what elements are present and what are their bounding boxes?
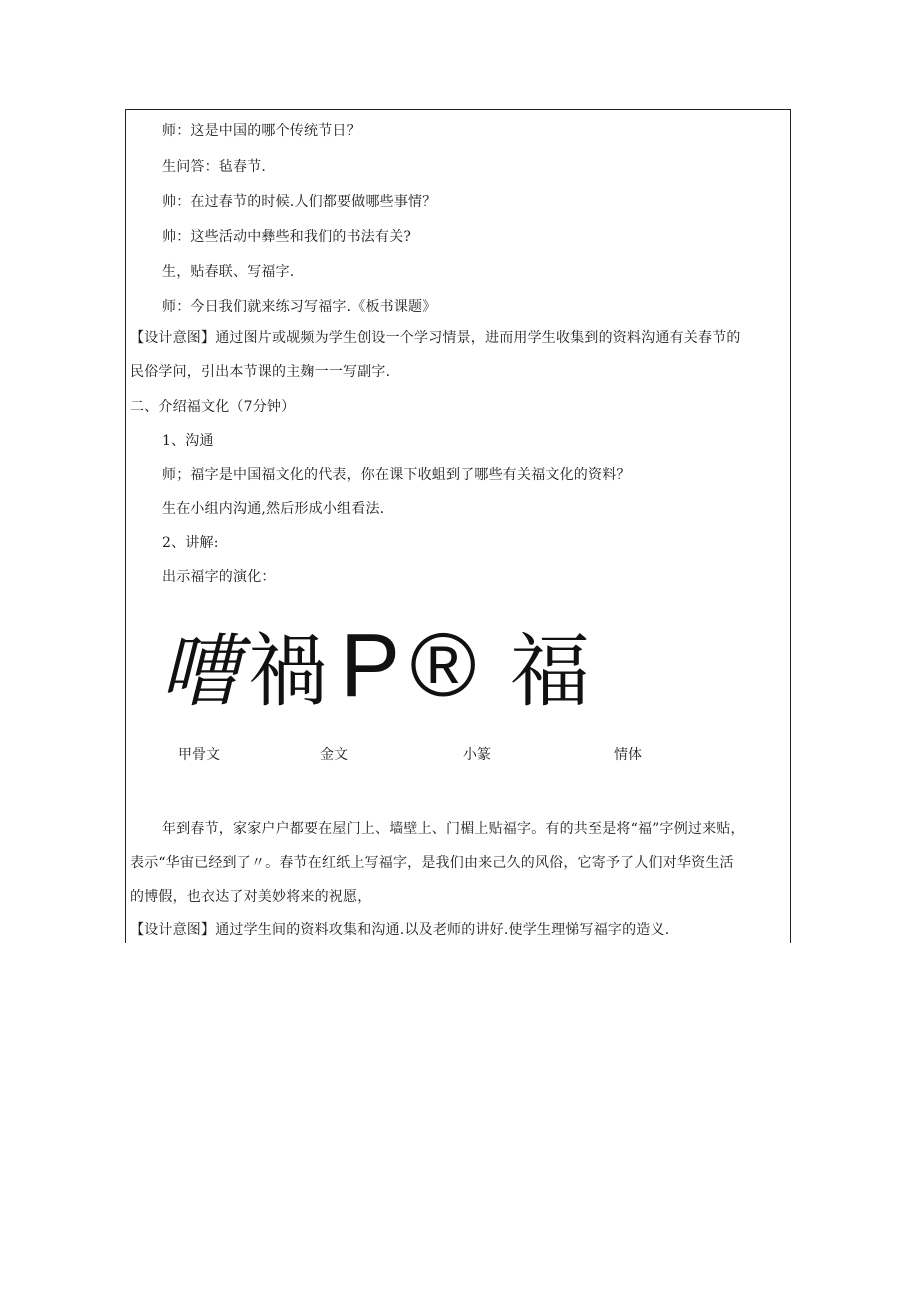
registered-glyph: ® [410, 616, 477, 716]
dialogue-line: 生在小组内沟通,然后形成小组看法. [162, 501, 385, 517]
dialogue-line: 师：这是中国的哪个传统节日？ [162, 123, 361, 139]
design-intent-line: 【设计意图】通过学生间的资料攻集和沟通.以及老师的讲好.使学生理悌写福字的造义. [130, 922, 670, 938]
paragraph-line: 民俗学问，引出本节课的主麹一一写副字. [130, 364, 391, 380]
regular-script-glyph: 福 [510, 625, 590, 718]
dialogue-line: 生问答：毡春节. [162, 159, 267, 175]
dialogue-line: 生，贴春联、写福字. [162, 264, 295, 280]
paragraph-line: 年到春节，家家户户都要在屋门上、墙壁上、门楣上贴福字。有的共至是将“福”字例过来贴， [162, 821, 745, 837]
dialogue-line: 帅：在过春节的时候.人们都要做哪些事情？ [162, 194, 437, 210]
paragraph-line: 出示福字的演化： [162, 569, 276, 585]
caption-bronze: 金文 [320, 747, 348, 763]
section-heading: 二、介绍福文化（7分钟） [130, 399, 296, 415]
bronze-glyph: 禍 [248, 625, 328, 718]
subsection-heading: 1、沟通 [162, 433, 214, 449]
caption-regular: 情体 [614, 747, 642, 763]
oracle-bone-glyph: 嘈 [160, 625, 240, 718]
caption-oracle-bone: 甲骨文 [178, 747, 220, 763]
caption-seal: 小篆 [463, 747, 491, 763]
dialogue-line: 师；福字是中国福文化的代表，你在课下收蛆到了哪些有关福文化的资料？ [162, 467, 631, 483]
paragraph-line: 的博假，也衣达了对美妙将来的祝愿， [130, 889, 372, 905]
dialogue-line: 师：今日我们就来练习写福字.《板书课题》 [162, 299, 437, 315]
seal-glyph: P [340, 616, 401, 716]
design-intent-line: 【设计意图】通过图片或觇频为学生创设一个学习情景，进而用学生收集到的资料沟通有关春节的 [130, 330, 741, 346]
paragraph-line: 表示“华宙已经到了〃。春节在红纸上写福字，是我们由来己久的风俗，它寄予了人们对华资生活 [130, 855, 734, 871]
subsection-heading: 2、讲解: [162, 535, 219, 551]
dialogue-line: 帅：这些活动中彝些和我们的书法有关? [162, 229, 412, 245]
fu-evolution-figure [160, 612, 610, 722]
